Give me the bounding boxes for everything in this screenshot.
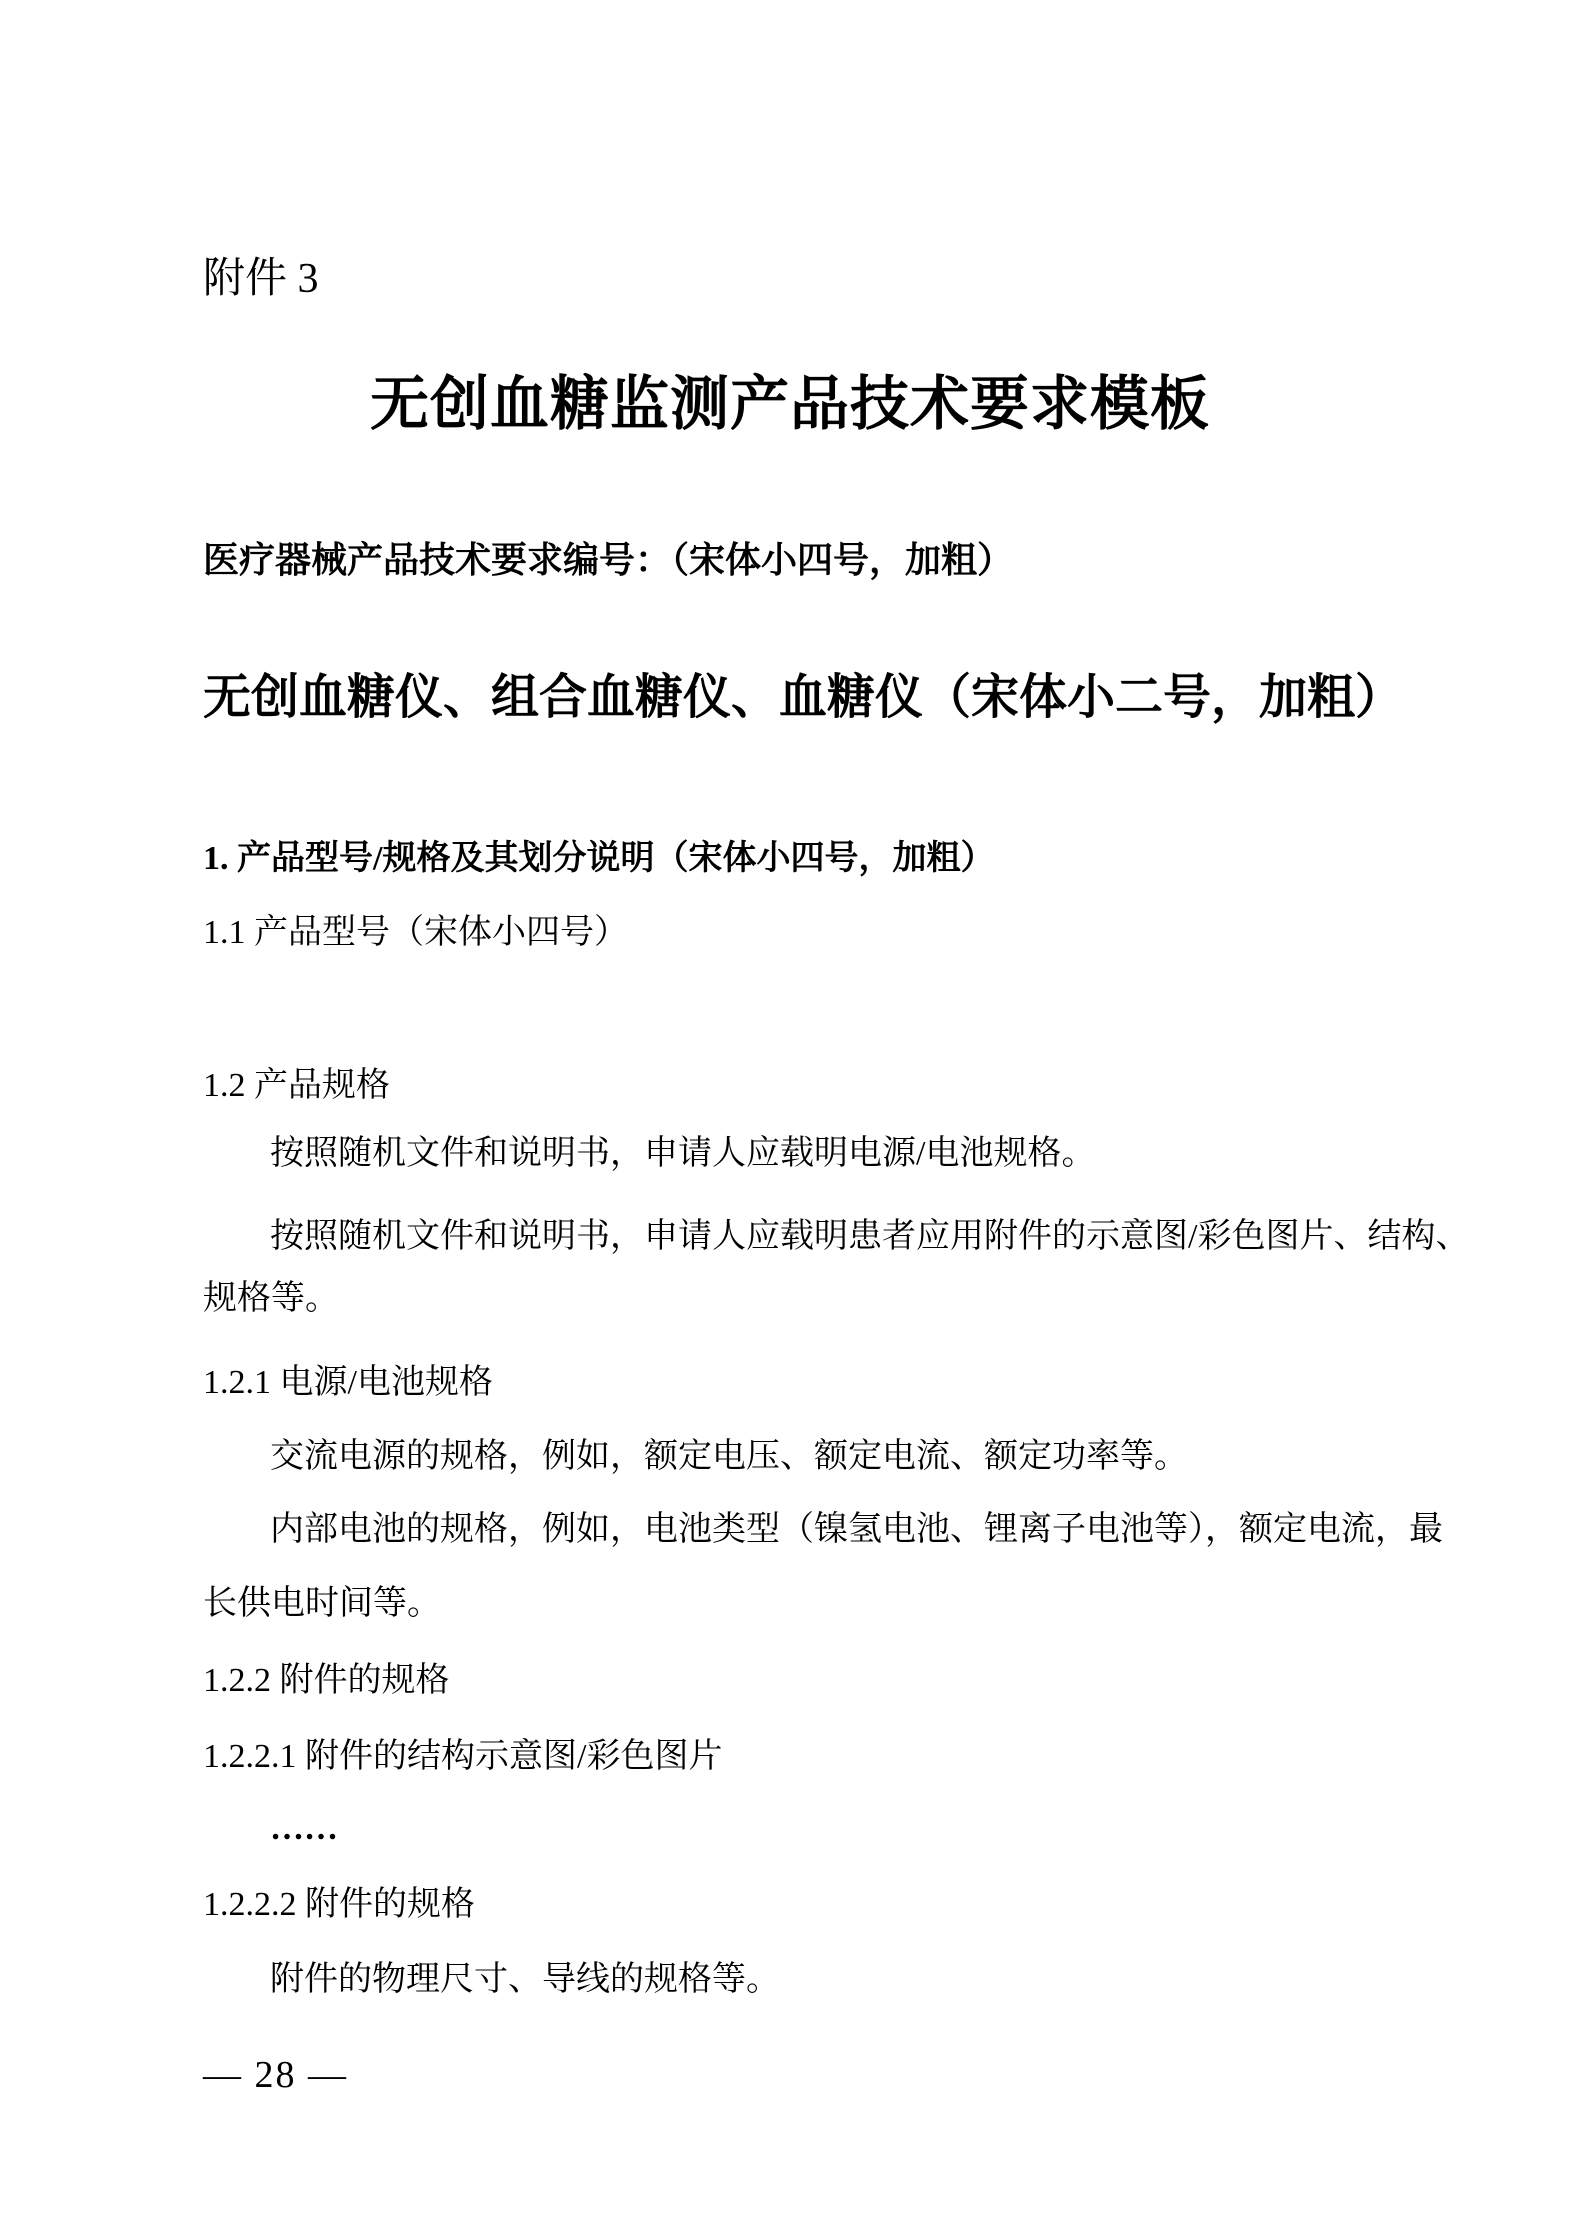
- ellipsis-placeholder: ……: [270, 1810, 338, 1847]
- paragraph-power-spec: 按照随机文件和说明书，申请人应载明电源/电池规格。: [270, 1135, 1096, 1172]
- page-number: — 28 —: [203, 2054, 348, 2096]
- paragraph-ac-power: 交流电源的规格，例如，额定电压、额定电流、额定功率等。: [270, 1438, 1188, 1475]
- paragraph-accessory-spec-line1: 按照随机文件和说明书，申请人应载明患者应用附件的示意图/彩色图片、结构、: [270, 1218, 1470, 1255]
- section-1-2-1-heading: 1.2.1 电源/电池规格: [203, 1364, 493, 1401]
- section-1-1-heading: 1.1 产品型号（宋体小四号）: [203, 914, 628, 951]
- section-1-2-2-1-heading: 1.2.2.1 附件的结构示意图/彩色图片: [203, 1738, 723, 1775]
- paragraph-battery-line2: 长供电时间等。: [203, 1585, 441, 1622]
- page-title: 无创血糖监测产品技术要求模板: [369, 371, 1210, 437]
- attachment-label: 附件 3: [203, 256, 319, 302]
- section-1-2-heading: 1.2 产品规格: [203, 1067, 390, 1104]
- paragraph-accessory-spec-line2: 规格等。: [203, 1280, 339, 1317]
- product-names-heading: 无创血糖仪、组合血糖仪、血糖仪（宋体小二号，加粗）: [203, 671, 1404, 724]
- paragraph-accessory-dimensions: 附件的物理尺寸、导线的规格等。: [270, 1961, 780, 1998]
- doc-number-line: 医疗器械产品技术要求编号：（宋体小四号，加粗）: [203, 540, 1014, 580]
- section-1-2-2-heading: 1.2.2 附件的规格: [203, 1662, 450, 1699]
- paragraph-battery-line1: 内部电池的规格，例如，电池类型（镍氢电池、锂离子电池等），额定电流，最: [270, 1511, 1443, 1548]
- section-1-2-2-2-heading: 1.2.2.2 附件的规格: [203, 1886, 475, 1923]
- section-1-heading: 1. 产品型号/规格及其划分说明（宋体小四号，加粗）: [203, 840, 995, 877]
